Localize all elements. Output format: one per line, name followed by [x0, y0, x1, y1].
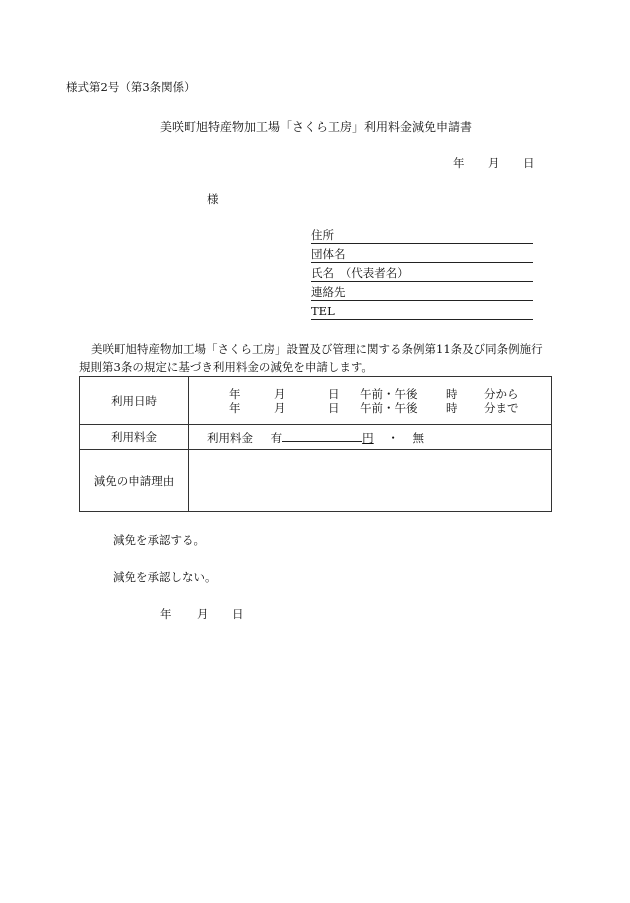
footer-day: 日	[232, 607, 244, 621]
end-datetime	[189, 401, 551, 415]
addressee-suffix: 様	[207, 192, 219, 206]
header-day: 日	[523, 156, 535, 170]
fee-no[interactable]: 無	[412, 430, 424, 445]
tel-field[interactable]: TEL	[311, 304, 533, 320]
fee-row	[80, 425, 552, 450]
fee-value[interactable]	[189, 425, 552, 450]
header-month: 月	[488, 156, 500, 170]
start-minute: 分から	[484, 386, 519, 401]
fee-separator: ・	[387, 430, 399, 445]
form-number: 様式第2号（第3条関係）	[66, 80, 196, 94]
usage-datetime-value[interactable]	[189, 377, 552, 425]
start-year: 年	[229, 386, 241, 401]
reason-row	[80, 450, 552, 512]
usage-datetime-row	[80, 377, 552, 425]
start-ampm: 午前・午後	[360, 386, 418, 401]
start-month: 月	[274, 386, 286, 401]
header-year: 年	[453, 156, 465, 170]
end-ampm: 午前・午後	[360, 400, 418, 415]
start-datetime	[189, 387, 551, 401]
fee-yes[interactable]: 有	[270, 430, 283, 445]
approve-text: 減免を承認する。	[113, 533, 205, 547]
start-day: 日	[328, 386, 340, 401]
fee-prefix: 利用料金	[207, 430, 253, 445]
end-day: 日	[328, 400, 340, 415]
document-title: 美咲町旭特産物加工場「さくら工房」利用料金減免申請書	[160, 120, 473, 134]
end-year: 年	[229, 400, 241, 415]
end-hour: 時	[446, 400, 458, 415]
fee-amount-blank[interactable]	[282, 429, 362, 442]
organization-field[interactable]: 団体名	[311, 247, 533, 263]
body-text-line1: 美咲町旭特産物加工場「さくら工房」設置及び管理に関する条例第11条及び同条例施行	[91, 342, 543, 356]
address-field[interactable]: 住所	[311, 228, 533, 244]
end-month: 月	[274, 400, 286, 415]
contact-field[interactable]: 連絡先	[311, 285, 533, 301]
footer-month: 月	[197, 607, 209, 621]
start-hour: 時	[446, 386, 458, 401]
fee-label: 利用料金	[80, 425, 189, 450]
usage-datetime-label: 利用日時	[80, 377, 189, 425]
end-minute: 分まで	[484, 400, 519, 415]
fee-yen: 円	[362, 430, 374, 445]
application-table	[79, 376, 552, 512]
reason-label: 減免の申請理由	[80, 450, 189, 512]
reason-value[interactable]	[189, 450, 552, 512]
reject-text: 減免を承認しない。	[113, 570, 217, 584]
body-text-line2: 規則第3条の規定に基づき利用料金の減免を申請します。	[79, 360, 373, 374]
name-field[interactable]: 氏名 （代表者名）	[311, 266, 533, 282]
footer-year: 年	[160, 607, 172, 621]
